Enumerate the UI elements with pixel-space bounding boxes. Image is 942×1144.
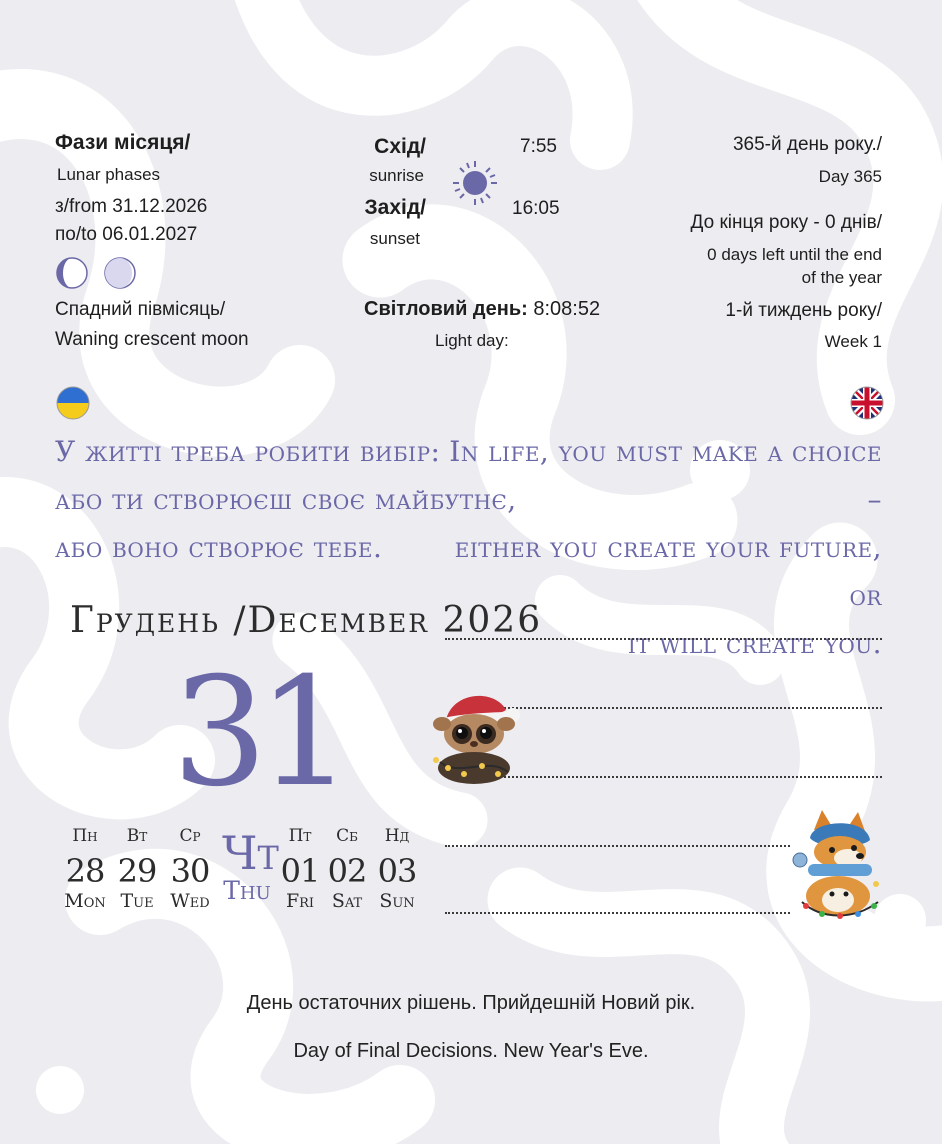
quote-uk-line: або воно створює тебе. (55, 531, 383, 564)
footer-uk: День остаточних рішень. Прийдешній Новий рік. (246, 992, 696, 1014)
lunar-title: Фази місяця/ (55, 131, 191, 154)
note-line[interactable] (445, 912, 790, 914)
lunar-subtitle: Lunar phases (57, 165, 161, 184)
week-of-year-uk: 1-й тиждень року/ (725, 300, 882, 321)
week-day-uk: Сб (336, 826, 358, 846)
sunrise-time: 7:55 (520, 136, 557, 157)
week-day-num: 02 (327, 852, 367, 890)
week-day-uk: Чт (222, 826, 279, 880)
loris-santa-illustration (428, 686, 522, 786)
week-day-en: Thu (223, 876, 271, 905)
week-day-mon (60, 826, 110, 912)
note-line[interactable] (500, 707, 882, 709)
days-left-uk: До кінця року - 0 днів/ (690, 212, 882, 233)
week-day-en: Tue (120, 890, 154, 912)
corgi-illustration (792, 810, 888, 922)
sun-icon (452, 160, 498, 206)
note-line[interactable] (500, 776, 882, 778)
week-day-wed (165, 826, 215, 912)
days-left-en-line2: of the year (801, 268, 882, 287)
daylight-en-label: Light day: (435, 331, 509, 350)
week-day-sat (322, 826, 372, 912)
week-day-fri (275, 826, 325, 912)
week-day-uk: Пн (72, 826, 98, 846)
lunar-from: з/from 31.12.2026 (55, 196, 208, 217)
quote-uk-line: або ти створюєш своє майбутнє, (55, 483, 517, 516)
crescent-moon-icon (105, 258, 135, 288)
sunrise-label: Схід/ (374, 135, 426, 158)
quote-en-line: In life, you must make a choice – (449, 435, 882, 516)
day-number: 31 (172, 646, 343, 820)
lunar-to: по/to 06.01.2027 (55, 224, 198, 245)
sunset-time: 16:05 (512, 198, 560, 219)
lunar-phase-uk: Спадний півмісяць/ (55, 299, 226, 320)
week-day-en: Fri (285, 890, 315, 912)
week-day-uk: Нд (384, 826, 410, 846)
week-day-uk: Вт (126, 826, 148, 846)
week-of-year-en: Week 1 (824, 332, 882, 351)
ukraine-flag-icon (55, 385, 91, 421)
day-of-year-en: Day 365 (818, 167, 882, 186)
week-day-en: Sat (331, 890, 363, 912)
sunrise-en-label: sunrise (369, 166, 424, 185)
uk-flag-icon (849, 385, 885, 421)
days-left-en-line1: 0 days left until the end (707, 245, 882, 264)
week-day-sun (372, 826, 422, 912)
daylight-value: 8:08:52 (533, 298, 601, 320)
week-day-num: 29 (117, 852, 157, 890)
day-of-year-uk: 365-й день року./ (732, 134, 882, 155)
note-line[interactable] (445, 845, 790, 847)
daylight-label: Світловий день: (364, 298, 528, 320)
footer-en: Day of Final Decisions. New Year's Eve. (293, 1040, 649, 1062)
week-day-num: 30 (170, 852, 210, 890)
quote-en-line: either you create your future, or (454, 531, 882, 612)
quote-uk-line: У житті треба робити вибір: (55, 435, 441, 468)
note-line[interactable] (445, 638, 882, 640)
quote-en-line: it will create you. (627, 627, 882, 660)
moon-phase-icons (55, 255, 141, 291)
week-day-en: Sun (379, 890, 415, 912)
week-day-en: Wed (170, 890, 210, 912)
week-day-tue (112, 826, 162, 912)
week-day-num: 01 (280, 852, 320, 890)
waning-moon-icon (57, 258, 87, 288)
week-day-num: 03 (377, 852, 417, 890)
week-day-uk: Ср (179, 826, 201, 846)
week-day-num: 28 (65, 852, 105, 890)
sunset-en-label: sunset (369, 229, 420, 248)
sunset-label: Захід/ (364, 196, 426, 219)
week-day-thu-current (222, 826, 279, 905)
week-day-en: Mon (64, 890, 106, 912)
month-title: Грудень /December 2026 (70, 600, 543, 641)
week-day-uk: Пт (288, 826, 312, 846)
lunar-phase-en: Waning crescent moon (55, 329, 249, 350)
